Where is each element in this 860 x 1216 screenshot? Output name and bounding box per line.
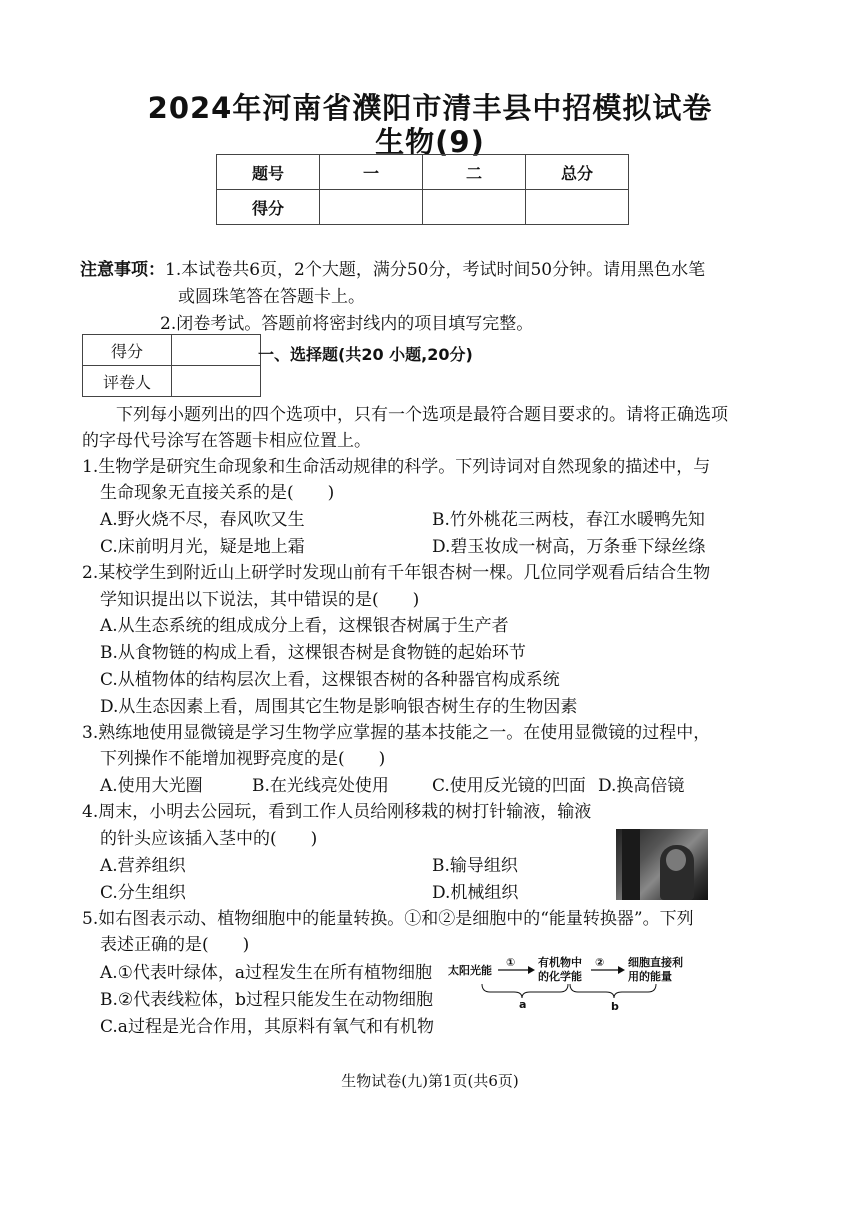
diagram-arrow1-label: ① [506, 956, 516, 969]
score-row-label: 得分 [217, 190, 320, 225]
q1-option-c[interactable]: C.床前明月光，疑是地上霜 [100, 537, 305, 557]
q2-option-d[interactable]: D.从生态因素上看，周围其它生物是影响银杏树生存的生物因素 [100, 697, 578, 717]
q3-option-b[interactable]: B.在光线亮处使用 [252, 776, 389, 796]
q5-stem-2: 表述正确的是( ) [100, 935, 250, 955]
q3-stem-1: 3.熟练地使用显微镜是学习生物学应掌握的基本技能之一。在使用显微镜的过程中， [82, 723, 711, 743]
q2-stem-1: 2.某校学生到附近山上研学时发现山前有千年银杏树一棵。几位同学观看后结合生物 [82, 563, 711, 583]
q1-option-a[interactable]: A.野火烧不尽，春风吹又生 [100, 510, 305, 530]
diagram-brace-a-icon [482, 984, 568, 998]
section1-heading: 一、选择题(共20 小题,20分) [258, 345, 473, 364]
q5-option-b[interactable]: B.②代表线粒体，b过程只能发生在动物细胞 [100, 990, 434, 1010]
diagram-arrow2-label: ② [595, 956, 605, 969]
q4-option-a[interactable]: A.营养组织 [100, 856, 186, 876]
notice-item1: 1.本试卷共6页，2个大题，满分50分，考试时间50分钟。请用黑色水笔 [165, 260, 706, 280]
score-table [216, 154, 629, 225]
notice-item2: 2.闭卷考试。答题前将密封线内的项目填写完整。 [160, 314, 534, 334]
grader-score-cell[interactable] [172, 335, 261, 366]
grader-name-cell[interactable] [172, 366, 261, 397]
q2-option-b[interactable]: B.从食物链的构成上看，这棵银杏树是食物链的起始环节 [100, 643, 526, 663]
grader-name-label: 评卷人 [83, 366, 172, 397]
diagram-label-a: a [519, 998, 527, 1011]
score-cell-total[interactable] [526, 190, 629, 225]
q1-stem-2: 生命现象无直接关系的是( ) [100, 483, 335, 503]
score-header-part2: 二 [423, 155, 526, 190]
diagram-node-usable-2: 用的能量 [628, 970, 672, 983]
notice-line1 [80, 257, 705, 283]
diagram-arrow2-head-icon [618, 966, 625, 974]
score-header-total: 总分 [526, 155, 629, 190]
grader-score-label: 得分 [83, 335, 172, 366]
diagram-brace-b-icon [570, 984, 656, 998]
diagram-node-chem-1: 有机物中 [538, 956, 582, 969]
section1-intro-2: 的字母代号涂写在答题卡相应位置上。 [82, 431, 371, 451]
diagram-node-chem-2: 的化学能 [538, 970, 582, 983]
diagram-label-b: b [611, 1000, 619, 1013]
score-header-part1: 一 [320, 155, 423, 190]
q3-option-c[interactable]: C.使用反光镜的凹面 [432, 776, 586, 796]
photo-worker-face [666, 849, 686, 871]
grader-table [82, 334, 261, 397]
q1-stem-1: 1.生物学是研究生命现象和生命活动规律的科学。下列诗词对自然现象的描述中，与 [82, 457, 711, 477]
diagram-node-usable-1: 细胞直接利 [628, 956, 683, 969]
notice-label: 注意事项： [80, 260, 165, 280]
diagram-node-sunlight: 太阳光能 [448, 964, 492, 977]
score-header-number: 题号 [217, 155, 320, 190]
q4-stem-1: 4.周末，小明去公园玩，看到工作人员给刚移栽的树打针输液，输液 [82, 802, 592, 822]
q1-option-d[interactable]: D.碧玉妆成一树高，万条垂下绿丝绦 [432, 537, 706, 557]
q3-stem-2: 下列操作不能增加视野亮度的是( ) [100, 749, 386, 769]
energy-conversion-diagram [448, 952, 718, 1014]
score-cell-part2[interactable] [423, 190, 526, 225]
q3-option-d[interactable]: D.换高倍镜 [598, 776, 685, 796]
score-cell-part1[interactable] [320, 190, 423, 225]
q1-option-b[interactable]: B.竹外桃花三两枝，春江水暖鸭先知 [432, 510, 705, 530]
q4-option-d[interactable]: D.机械组织 [432, 883, 519, 903]
q2-option-a[interactable]: A.从生态系统的组成成分上看，这棵银杏树属于生产者 [100, 616, 509, 636]
q2-stem-2: 学知识提出以下说法，其中错误的是( ) [100, 590, 420, 610]
q4-stem-2: 的针头应该插入茎中的( ) [100, 829, 318, 849]
q5-option-a[interactable]: A.①代表叶绿体，a过程发生在所有植物细胞 [100, 963, 433, 983]
q5-option-c[interactable]: C.a过程是光合作用，其原料有氧气和有机物 [100, 1017, 434, 1037]
q5-stem-1: 5.如右图表示动、植物细胞中的能量转换。①和②是细胞中的“能量转换器”。下列 [82, 909, 694, 929]
page-footer: 生物试卷(九)第1页(共6页) [341, 1072, 519, 1090]
exam-subtitle: 生物(9) [375, 125, 485, 159]
photo-tree-trunk [622, 829, 640, 900]
section1-intro-1: 下列每小题列出的四个选项中，只有一个选项是最符合题目要求的。请将正确选项 [116, 405, 728, 425]
q4-option-b[interactable]: B.输导组织 [432, 856, 518, 876]
notice-item1-cont: 或圆珠笔答在答题卡上。 [178, 287, 365, 307]
q2-option-c[interactable]: C.从植物体的结构层次上看，这棵银杏树的各种器官构成系统 [100, 670, 560, 690]
tree-infusion-photo [616, 829, 708, 900]
q3-option-a[interactable]: A.使用大光圈 [100, 776, 203, 796]
q4-option-c[interactable]: C.分生组织 [100, 883, 186, 903]
diagram-arrow1-head-icon [528, 966, 535, 974]
exam-title: 2024年河南省濮阳市清丰县中招模拟试卷 [147, 91, 713, 125]
